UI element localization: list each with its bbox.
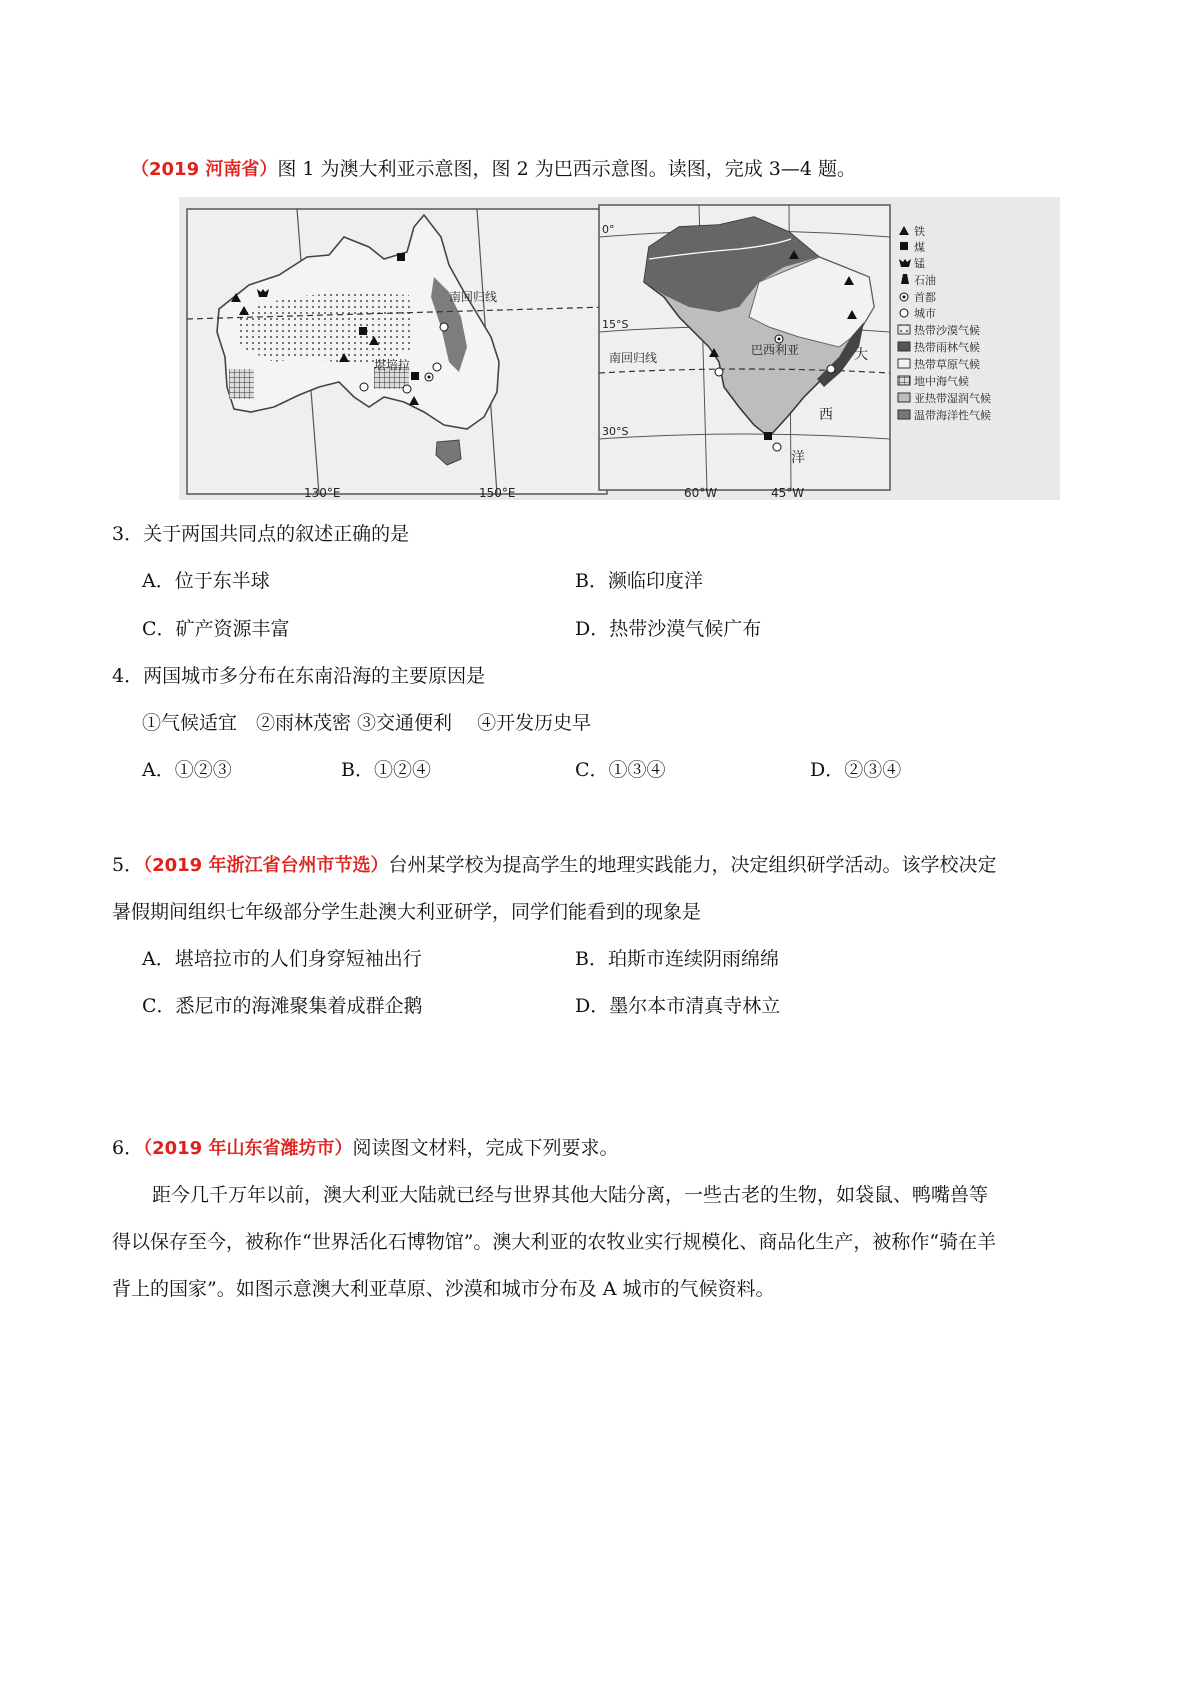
legend-manganese: 锰 bbox=[914, 257, 925, 270]
q6-source: （2019 年山东省潍坊市） bbox=[143, 1138, 353, 1159]
legend-oceanic: 温带海洋性气候 bbox=[914, 409, 991, 422]
map2-ocean-3: 洋 bbox=[791, 450, 805, 466]
q5-option-c: C．悉尼市的海滩聚集着成群企鹅 bbox=[142, 995, 423, 1017]
legend-desert: 热带沙漠气候 bbox=[914, 324, 980, 337]
city-marker bbox=[403, 385, 411, 393]
q6-paragraph-line1: 距今几千万年以前，澳大利亚大陆就已经与世界其他大陆分离，一些古老的生物，如袋鼠、鸭嘴兽等 bbox=[152, 1184, 989, 1206]
city-marker bbox=[440, 323, 448, 331]
legend-oceanic-icon bbox=[898, 410, 910, 419]
q5-stem-text1: 台州某学校为提高学生的地理实践能力，决定组织研学活动。该学校决定 bbox=[388, 854, 997, 876]
map1-lon-150: 150°E bbox=[479, 486, 516, 500]
australia-mediterranean-sw bbox=[229, 369, 254, 399]
city-marker bbox=[715, 368, 723, 376]
q4-items: ①气候适宜 ②雨林茂密 ③交通便利 ④开发历史早 bbox=[142, 712, 592, 734]
coal-marker bbox=[359, 327, 367, 335]
coal-marker bbox=[411, 372, 419, 380]
map2-lat-30: 30°S bbox=[602, 425, 629, 438]
map2-ocean-1: 大 bbox=[854, 347, 868, 363]
legend-savanna-icon bbox=[898, 359, 910, 368]
legend-manganese-icon bbox=[899, 259, 911, 267]
q5-number: 5． bbox=[112, 854, 144, 876]
legend-rainforest-icon bbox=[898, 342, 910, 351]
q4-option-c: C．①③④ bbox=[575, 759, 666, 781]
legend-subtropical-icon bbox=[898, 393, 910, 402]
map1-city-label: 堪培拉 bbox=[374, 358, 411, 372]
q6-stem-text: 阅读图文材料，完成下列要求。 bbox=[352, 1137, 619, 1159]
legend-mediterranean-icon bbox=[898, 376, 910, 385]
legend-capital-dot bbox=[903, 296, 906, 299]
q3-option-d: D．热带沙漠气候广布 bbox=[575, 618, 762, 640]
coal-marker bbox=[764, 432, 772, 440]
q5-stem-line1 bbox=[112, 853, 996, 878]
map2-lat-0: 0° bbox=[602, 223, 615, 236]
legend-capital: 首都 bbox=[914, 291, 936, 304]
city-marker bbox=[773, 443, 781, 451]
legend-city-icon bbox=[900, 309, 908, 317]
q5-stem-line2: 暑假期间组织七年级部分学生赴澳大利亚研学，同学们能看到的现象是 bbox=[112, 901, 702, 923]
intro-source: （2019 河南省） bbox=[131, 159, 278, 180]
capital-marker-dot bbox=[428, 376, 431, 379]
legend-oil-icon bbox=[901, 274, 909, 284]
city-marker bbox=[827, 365, 835, 373]
map2-lat-15: 15°S bbox=[602, 318, 629, 331]
city-marker bbox=[360, 383, 368, 391]
legend-rainforest: 热带雨林气候 bbox=[914, 341, 980, 354]
q5-option-b: B．珀斯市连续阴雨绵绵 bbox=[575, 948, 779, 970]
map1-lon-130: 130°E bbox=[304, 486, 341, 500]
q3-option-b: B．濒临印度洋 bbox=[575, 570, 703, 592]
q4-option-b: B．①②④ bbox=[341, 759, 431, 781]
coal-marker bbox=[397, 253, 405, 261]
legend-iron-icon bbox=[899, 226, 909, 235]
legend-coal-icon bbox=[900, 242, 908, 250]
map-brazil bbox=[599, 205, 890, 500]
legend-iron: 铁 bbox=[914, 225, 925, 238]
map2-lon-60: 60°W bbox=[684, 486, 718, 500]
q6-paragraph-line2: 得以保存至今，被称作“世界活化石博物馆”。澳大利亚的农牧业实行规模化、商品化生产，被称作“骑在羊 bbox=[112, 1231, 997, 1253]
q6-number: 6． bbox=[112, 1137, 144, 1159]
figure-maps bbox=[179, 197, 1060, 500]
q4-option-d: D．②③④ bbox=[810, 759, 902, 781]
q5-option-a: A．堪培拉市的人们身穿短袖出行 bbox=[142, 948, 422, 970]
map1-tropic-label: 南回归线 bbox=[449, 290, 498, 304]
legend-savanna: 热带草原气候 bbox=[914, 358, 980, 371]
legend-city: 城市 bbox=[914, 307, 936, 320]
q3-option-c: C．矿产资源丰富 bbox=[142, 618, 290, 640]
legend-subtropical: 亚热带湿润气候 bbox=[914, 392, 991, 405]
q4-stem: 4．两国城市多分布在东南沿海的主要原因是 bbox=[112, 665, 486, 687]
q3-stem: 3．关于两国共同点的叙述正确的是 bbox=[112, 523, 410, 545]
map2-lon-45: 45°W bbox=[771, 486, 805, 500]
map-legend bbox=[898, 224, 991, 422]
intro-text: 图 1 为澳大利亚示意图，图 2 为巴西示意图。读图，完成 3—4 题。 bbox=[277, 158, 856, 180]
legend-oil: 石油 bbox=[914, 274, 936, 287]
city-marker bbox=[433, 363, 441, 371]
map2-capital-label: 巴西利亚 bbox=[751, 343, 800, 357]
brazil-capital-dot bbox=[778, 338, 781, 341]
intro-line bbox=[131, 157, 856, 182]
legend-desert-icon bbox=[898, 325, 910, 334]
q3-option-a: A．位于东半球 bbox=[142, 570, 270, 592]
q6-stem bbox=[112, 1136, 618, 1161]
q4-option-a: A．①②③ bbox=[142, 759, 232, 781]
map2-ocean-2: 西 bbox=[819, 407, 833, 423]
legend-coal: 煤 bbox=[914, 241, 925, 254]
map-australia bbox=[187, 209, 607, 500]
q5-option-d: D．墨尔本市清真寺林立 bbox=[575, 995, 781, 1017]
legend-mediterranean: 地中海气候 bbox=[914, 375, 969, 388]
map2-tropic-label: 南回归线 bbox=[609, 351, 658, 365]
q6-paragraph-line3: 背上的国家”。如图示意澳大利亚草原、沙漠和城市分布及 A 城市的气候资料。 bbox=[112, 1278, 775, 1300]
q5-source: （2019 年浙江省台州市节选） bbox=[143, 855, 389, 876]
